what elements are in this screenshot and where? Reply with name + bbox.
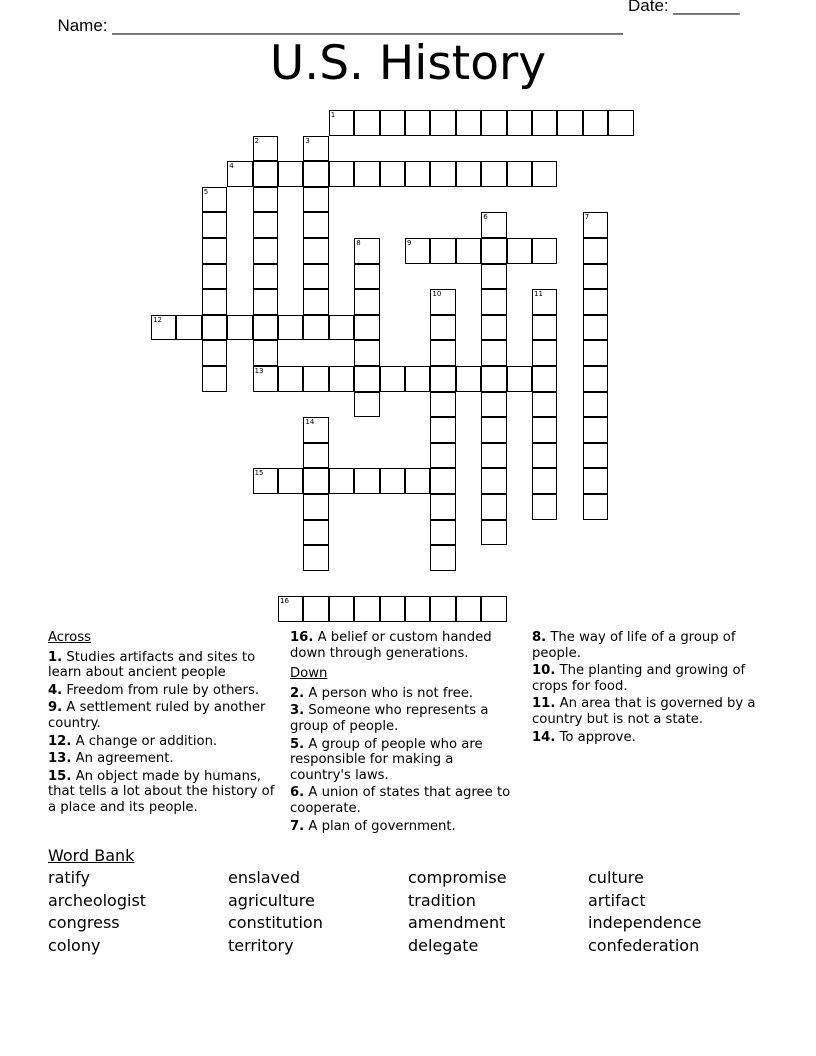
grid-cell[interactable] bbox=[456, 110, 481, 136]
grid-cell[interactable] bbox=[430, 340, 455, 366]
grid-cell[interactable] bbox=[202, 315, 227, 341]
grid-cell[interactable] bbox=[227, 161, 252, 187]
down-heading: Down bbox=[290, 666, 328, 682]
grid-cell[interactable] bbox=[532, 340, 557, 366]
grid-cell[interactable] bbox=[278, 315, 303, 341]
grid-cell[interactable] bbox=[507, 238, 532, 264]
grid-cell[interactable] bbox=[481, 289, 506, 315]
grid-cell[interactable] bbox=[583, 468, 608, 494]
grid-cell[interactable] bbox=[354, 315, 379, 341]
grid-cell[interactable] bbox=[303, 289, 328, 315]
grid-cell[interactable] bbox=[583, 264, 608, 290]
grid-cell[interactable] bbox=[583, 110, 608, 136]
grid-cell[interactable] bbox=[303, 494, 328, 520]
grid-cell[interactable] bbox=[583, 366, 608, 392]
clue-item-number: 15. bbox=[48, 768, 72, 784]
grid-cell[interactable] bbox=[329, 110, 354, 136]
word-bank-word: confederation bbox=[588, 935, 700, 955]
grid-cell[interactable] bbox=[354, 161, 379, 187]
grid-cell[interactable] bbox=[303, 417, 328, 443]
grid-cell[interactable] bbox=[354, 392, 379, 418]
grid-cell[interactable] bbox=[405, 366, 430, 392]
clue-number: 12 bbox=[153, 315, 162, 324]
grid-cell[interactable] bbox=[430, 392, 455, 418]
clue-item-number: 13. bbox=[48, 751, 72, 767]
clue-item-number: 6. bbox=[290, 785, 305, 801]
grid-cell[interactable] bbox=[481, 212, 506, 238]
grid-cell[interactable] bbox=[430, 596, 455, 622]
middle-clues-column bbox=[290, 630, 518, 836]
clue-item-number: 5. bbox=[290, 736, 305, 752]
grid-cell[interactable] bbox=[583, 443, 608, 469]
grid-cell[interactable] bbox=[202, 289, 227, 315]
grid-cell[interactable] bbox=[532, 468, 557, 494]
grid-cell[interactable] bbox=[481, 417, 506, 443]
clue-item-text: A person who is not free. bbox=[304, 685, 474, 701]
clue-item bbox=[290, 819, 518, 835]
grid-cell[interactable] bbox=[253, 340, 278, 366]
grid-cell[interactable] bbox=[456, 366, 481, 392]
grid-cell[interactable] bbox=[354, 264, 379, 290]
grid-cell[interactable] bbox=[430, 289, 455, 315]
date-field-label: Date: _______ bbox=[628, 0, 740, 15]
grid-cell[interactable] bbox=[532, 238, 557, 264]
clue-item bbox=[290, 737, 518, 784]
grid-cell[interactable] bbox=[253, 161, 278, 187]
grid-cell[interactable] bbox=[303, 212, 328, 238]
grid-cell[interactable] bbox=[354, 289, 379, 315]
word-bank-word: ratify bbox=[48, 868, 90, 887]
grid-cell[interactable] bbox=[303, 520, 328, 546]
grid-cell[interactable] bbox=[405, 161, 430, 187]
clue-item-number: 14. bbox=[532, 729, 556, 745]
clue-item-text: Someone who represents a group of people. bbox=[290, 703, 489, 734]
grid-cell[interactable] bbox=[405, 468, 430, 494]
grid-cell[interactable] bbox=[354, 596, 379, 622]
grid-cell[interactable] bbox=[303, 315, 328, 341]
clue-number: 14 bbox=[305, 418, 315, 427]
grid-cell[interactable] bbox=[532, 315, 557, 341]
grid-cell[interactable] bbox=[405, 596, 430, 622]
grid-cell[interactable] bbox=[253, 187, 278, 213]
page-title: U.S. History bbox=[269, 36, 547, 91]
grid-cell[interactable] bbox=[532, 110, 557, 136]
grid-cell[interactable] bbox=[278, 366, 303, 392]
grid-cell[interactable] bbox=[430, 443, 455, 469]
word-bank-word: culture bbox=[588, 868, 644, 887]
clue-item bbox=[48, 650, 276, 681]
clue-item bbox=[48, 769, 276, 816]
grid-cell[interactable] bbox=[380, 161, 405, 187]
clue-item bbox=[290, 686, 518, 702]
clue-item-number: 4. bbox=[48, 682, 63, 698]
grid-cell[interactable] bbox=[456, 161, 481, 187]
clue-item-text: A settlement ruled by another country. bbox=[48, 700, 266, 731]
clue-item bbox=[290, 785, 518, 816]
grid-cell[interactable] bbox=[354, 366, 379, 392]
clue-item-text: An object made by humans, that tells a lot about the history of a place and its people. bbox=[48, 768, 275, 815]
grid-cell[interactable] bbox=[303, 161, 328, 187]
word-bank-word: congress bbox=[48, 913, 120, 933]
word-bank-word: agriculture bbox=[228, 890, 315, 910]
grid-cell[interactable] bbox=[380, 110, 405, 136]
clue-number: 9 bbox=[407, 239, 412, 247]
clue-item-number: 7. bbox=[290, 818, 305, 834]
word-bank-word: artifact bbox=[588, 890, 646, 910]
clue-number: 5 bbox=[203, 187, 209, 196]
word-bank-word: enslaved bbox=[228, 868, 301, 887]
clue-item-text: A belief or custom handed down through generations. bbox=[290, 630, 492, 661]
clue-item-text: Studies artifacts and sites to learn about ancient people bbox=[48, 649, 256, 681]
clue-item bbox=[532, 696, 764, 727]
clue-item bbox=[48, 751, 276, 767]
clue-number: 11 bbox=[534, 290, 543, 299]
clue-item-number: 8. bbox=[532, 630, 547, 645]
clue-item bbox=[532, 630, 764, 661]
grid-cell[interactable] bbox=[481, 366, 506, 392]
grid-cell[interactable] bbox=[227, 315, 252, 341]
grid-cell[interactable] bbox=[278, 161, 303, 187]
grid-cell[interactable] bbox=[329, 366, 354, 392]
grid-cell[interactable] bbox=[430, 545, 455, 571]
grid-cell[interactable] bbox=[405, 110, 430, 136]
grid-cell[interactable] bbox=[430, 468, 455, 494]
grid-cell[interactable] bbox=[532, 366, 557, 392]
grid-cell[interactable] bbox=[354, 468, 379, 494]
grid-cell[interactable] bbox=[481, 161, 506, 187]
grid-cell[interactable] bbox=[253, 366, 278, 392]
word-bank-word: constitution bbox=[228, 913, 323, 933]
clue-number: 6 bbox=[483, 213, 488, 222]
clue-number: 8 bbox=[356, 239, 361, 247]
grid-cell[interactable] bbox=[202, 187, 227, 213]
word-bank-word: amendment bbox=[408, 913, 506, 933]
grid-cell[interactable] bbox=[583, 392, 608, 418]
clue-item-text: A group of people who are responsible for making a country's laws. bbox=[290, 736, 483, 783]
grid-cell[interactable] bbox=[481, 340, 506, 366]
grid-cell[interactable] bbox=[303, 187, 328, 213]
clue-item-number: 2. bbox=[290, 685, 305, 701]
grid-cell[interactable] bbox=[583, 494, 608, 520]
grid-cell[interactable] bbox=[430, 161, 455, 187]
grid-cell[interactable] bbox=[583, 315, 608, 341]
grid-cell[interactable] bbox=[380, 596, 405, 622]
grid-cell[interactable] bbox=[354, 340, 379, 366]
grid-cell[interactable] bbox=[430, 315, 455, 341]
grid-cell[interactable] bbox=[329, 161, 354, 187]
grid-cell[interactable] bbox=[303, 136, 328, 162]
grid-cell[interactable] bbox=[405, 238, 430, 264]
grid-cell[interactable] bbox=[583, 417, 608, 443]
grid-cell[interactable] bbox=[583, 238, 608, 264]
grid-cell[interactable] bbox=[430, 520, 455, 546]
grid-cell[interactable] bbox=[430, 238, 455, 264]
clue-item bbox=[532, 730, 764, 746]
grid-cell[interactable] bbox=[481, 520, 506, 546]
grid-cell[interactable] bbox=[380, 366, 405, 392]
grid-cell[interactable] bbox=[329, 468, 354, 494]
grid-cell[interactable] bbox=[481, 596, 506, 622]
clue-item-number: 16. bbox=[290, 630, 314, 645]
grid-cell[interactable] bbox=[303, 443, 328, 469]
clue-item-text: An agreement. bbox=[71, 751, 174, 767]
grid-cell[interactable] bbox=[481, 443, 506, 469]
clue-number: 15 bbox=[254, 469, 264, 478]
grid-cell[interactable] bbox=[532, 289, 557, 315]
grid-cell[interactable] bbox=[430, 110, 455, 136]
clue-number: 3 bbox=[305, 136, 310, 145]
grid-cell[interactable] bbox=[507, 110, 532, 136]
grid-cell[interactable] bbox=[507, 366, 532, 392]
grid-cell[interactable] bbox=[430, 417, 455, 443]
grid-cell[interactable] bbox=[481, 468, 506, 494]
clue-item-number: 9. bbox=[48, 700, 63, 716]
clue-item-text: To approve. bbox=[555, 729, 636, 745]
grid-cell[interactable] bbox=[202, 264, 227, 290]
grid-cell[interactable] bbox=[481, 110, 506, 136]
grid-cell[interactable] bbox=[202, 340, 227, 366]
grid-cell[interactable] bbox=[303, 264, 328, 290]
grid-cell[interactable] bbox=[354, 238, 379, 264]
clue-item-number: 1. bbox=[48, 649, 63, 665]
word-bank-word: tradition bbox=[408, 890, 476, 910]
clue-number: 4 bbox=[229, 162, 234, 171]
grid-cell[interactable] bbox=[253, 315, 278, 341]
grid-cell[interactable] bbox=[456, 238, 481, 264]
clue-number: 10 bbox=[432, 290, 442, 299]
grid-cell[interactable] bbox=[303, 238, 328, 264]
grid-cell[interactable] bbox=[481, 494, 506, 520]
clue-number: 1 bbox=[330, 111, 336, 119]
grid-cell[interactable] bbox=[202, 212, 227, 238]
grid-cell[interactable] bbox=[481, 392, 506, 418]
clue-item bbox=[48, 700, 276, 731]
grid-cell[interactable] bbox=[532, 417, 557, 443]
grid-cell[interactable] bbox=[303, 596, 328, 622]
clue-item-text: Freedom from rule by others. bbox=[62, 682, 260, 698]
grid-cell[interactable] bbox=[380, 468, 405, 494]
grid-cell[interactable] bbox=[151, 315, 176, 341]
grid-cell[interactable] bbox=[583, 340, 608, 366]
grid-cell[interactable] bbox=[253, 212, 278, 238]
grid-cell[interactable] bbox=[481, 264, 506, 290]
word-bank-heading: Word Bank bbox=[48, 846, 135, 865]
word-bank-word: archeologist bbox=[48, 890, 147, 910]
clue-number: 16 bbox=[280, 597, 289, 606]
grid-cell[interactable] bbox=[456, 596, 481, 622]
clue-item-text: A union of states that agree to cooperate. bbox=[290, 785, 511, 816]
across-clues-column bbox=[48, 630, 276, 818]
clue-number: 7 bbox=[584, 213, 590, 222]
word-bank-word: compromise bbox=[408, 868, 507, 887]
grid-cell[interactable] bbox=[253, 264, 278, 290]
down-clues-continued-column bbox=[532, 630, 764, 747]
grid-cell[interactable] bbox=[253, 289, 278, 315]
grid-cell[interactable] bbox=[329, 596, 354, 622]
grid-cell[interactable] bbox=[507, 161, 532, 187]
clue-item bbox=[48, 734, 276, 750]
clue-item bbox=[290, 703, 518, 734]
word-bank-word: territory bbox=[228, 935, 294, 955]
grid-cell[interactable] bbox=[430, 494, 455, 520]
clue-item bbox=[48, 683, 276, 699]
grid-cell[interactable] bbox=[557, 110, 582, 136]
grid-cell[interactable] bbox=[176, 315, 201, 341]
grid-cell[interactable] bbox=[303, 366, 328, 392]
word-bank-word: colony bbox=[48, 935, 101, 955]
grid-cell[interactable] bbox=[354, 110, 379, 136]
grid-cell[interactable] bbox=[253, 136, 278, 162]
clue-item-number: 10. bbox=[532, 663, 556, 679]
grid-cell[interactable] bbox=[430, 366, 455, 392]
grid-cell[interactable] bbox=[202, 366, 227, 392]
clue-item-text: A plan of government. bbox=[304, 818, 456, 834]
grid-cell[interactable] bbox=[532, 392, 557, 418]
grid-cell[interactable] bbox=[583, 289, 608, 315]
grid-cell[interactable] bbox=[202, 238, 227, 264]
clue-number: 2 bbox=[254, 136, 260, 145]
grid-cell[interactable] bbox=[303, 468, 328, 494]
clue-item-text: An area that is governed by a country but is not a state. bbox=[532, 696, 756, 727]
grid-cell[interactable] bbox=[608, 110, 633, 136]
grid-cell[interactable] bbox=[481, 315, 506, 341]
word-bank-word: independence bbox=[588, 913, 702, 933]
grid-cell[interactable] bbox=[532, 161, 557, 187]
grid-cell[interactable] bbox=[278, 468, 303, 494]
grid-cell[interactable] bbox=[583, 212, 608, 238]
clue-item-number: 3. bbox=[290, 703, 305, 719]
clue-item-number: 12. bbox=[48, 733, 72, 749]
name-field-label: Name: ______________________________________________________ bbox=[57, 16, 623, 35]
grid-cell[interactable] bbox=[532, 443, 557, 469]
across-heading: Across bbox=[48, 630, 91, 645]
grid-cell[interactable] bbox=[481, 238, 506, 264]
grid-cell[interactable] bbox=[329, 315, 354, 341]
clue-item bbox=[532, 663, 764, 694]
grid-cell[interactable] bbox=[532, 494, 557, 520]
grid-cell[interactable] bbox=[253, 468, 278, 494]
grid-cell[interactable] bbox=[278, 596, 303, 622]
grid-cell[interactable] bbox=[303, 545, 328, 571]
clue-item-number: 11. bbox=[532, 696, 556, 712]
clue-number: 13 bbox=[254, 367, 264, 375]
clue-item-text: A change or addition. bbox=[71, 733, 218, 749]
grid-cell[interactable] bbox=[253, 238, 278, 264]
word-bank-word: delegate bbox=[408, 935, 479, 955]
clue-item bbox=[290, 630, 518, 661]
clue-item-text: The planting and growing of crops for food. bbox=[532, 663, 746, 694]
clue-item-text: The way of life of a group of people. bbox=[532, 630, 736, 661]
